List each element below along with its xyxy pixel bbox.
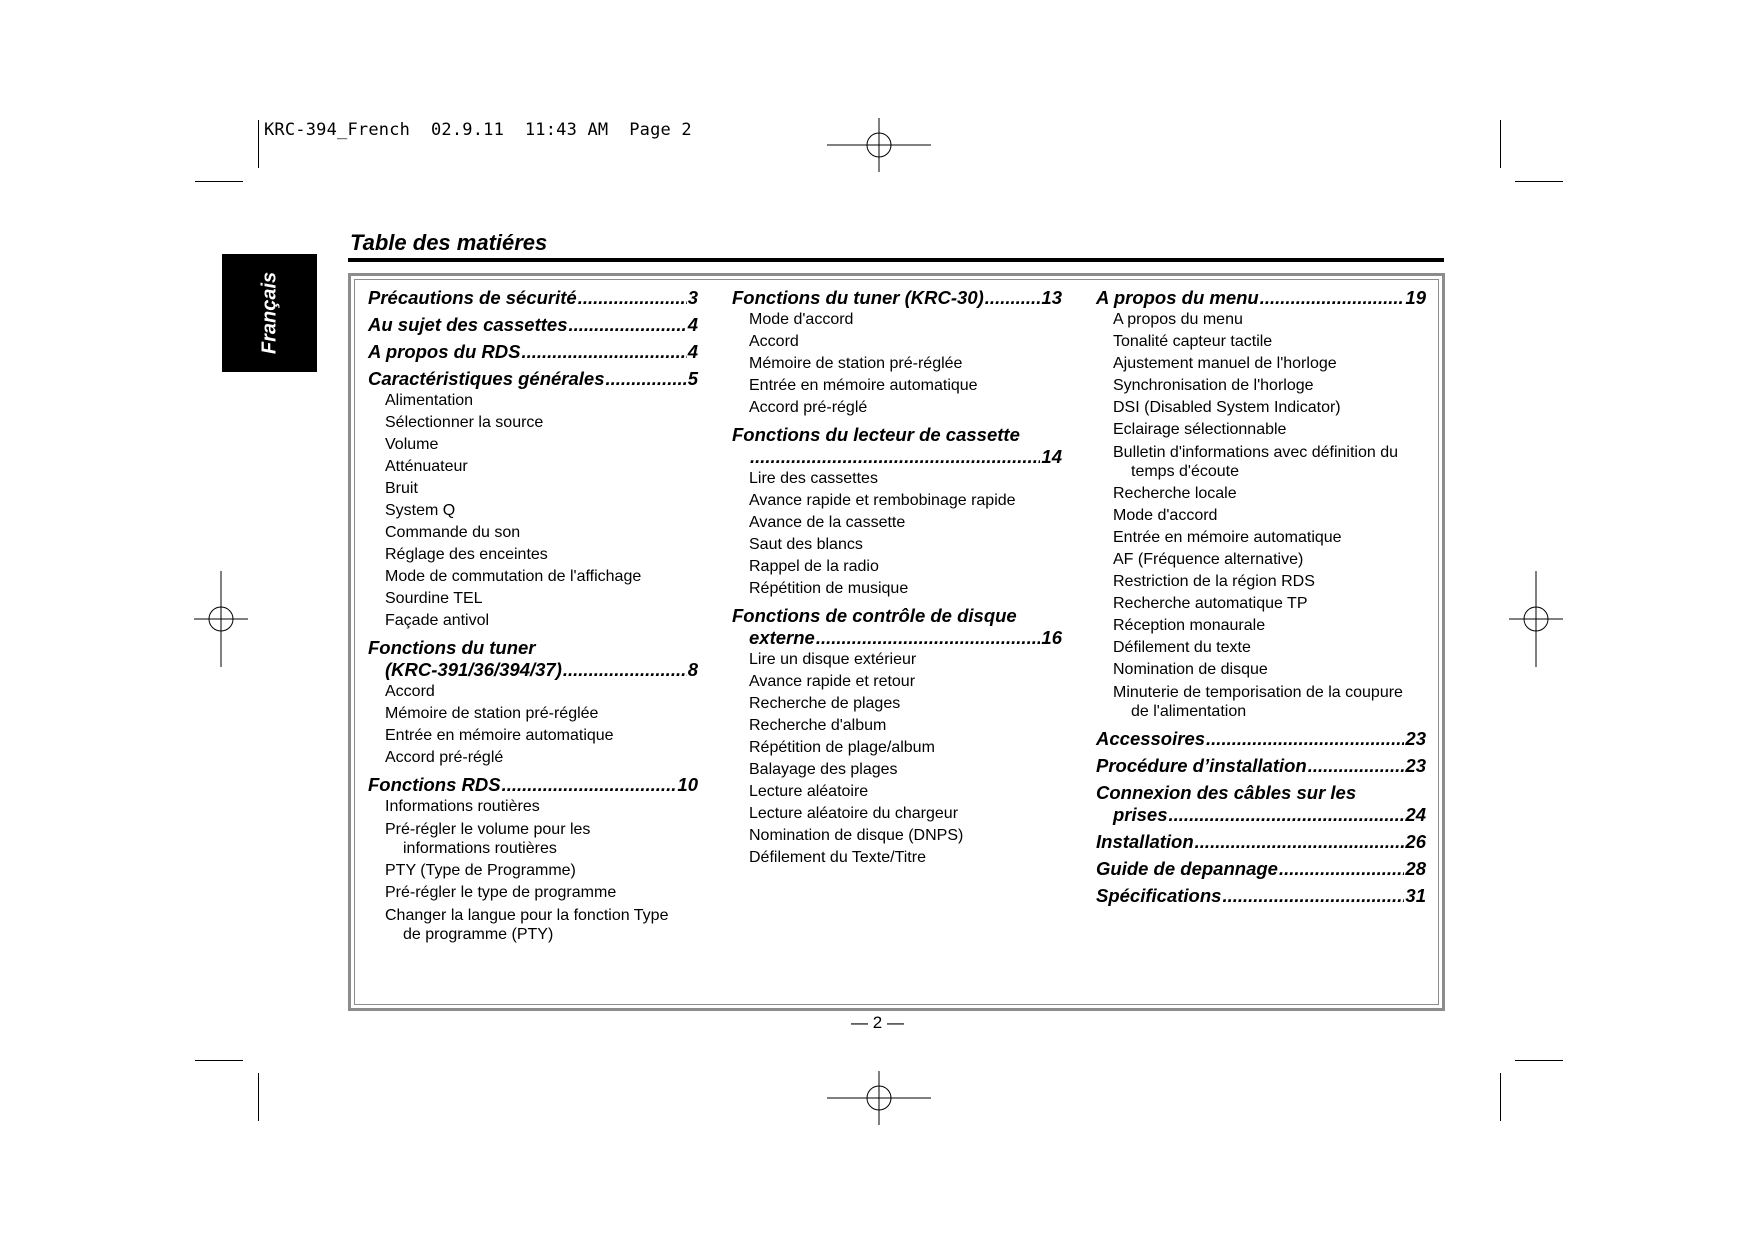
toc-subitem (732, 715, 1062, 737)
toc-subitem (368, 544, 698, 566)
toc-page-number: 26 (1405, 831, 1426, 852)
toc-subitem-text: Changer la langue pour la fonction Type (385, 907, 669, 924)
toc-subitem-text: Minuterie de temporisation de la coupure (1113, 684, 1403, 701)
crop-mark (258, 1073, 259, 1121)
toc-subitem-text: Alimentation (385, 392, 474, 409)
toc-section-title-row (732, 287, 1062, 309)
toc-page-number: 19 (1405, 287, 1426, 308)
toc-section-title-row (368, 314, 698, 336)
toc-page-number: 4 (687, 314, 698, 335)
toc-subitem-text: Mémoire de station pré-réglée (749, 355, 963, 372)
toc-subitem-text: Sourdine TEL (385, 590, 483, 607)
toc-section-title-cont: (KRC-391/36/394/37) (385, 659, 562, 680)
toc-subitem (732, 781, 1062, 803)
toc-subitem (1096, 353, 1426, 375)
language-tab (222, 254, 317, 372)
toc-subitem (732, 534, 1062, 556)
toc-subitem (732, 693, 1062, 715)
registration-mark (827, 118, 931, 172)
toc-subitem (732, 649, 1062, 671)
toc-leader-dots (1308, 755, 1405, 777)
toc-leader-dots (1206, 728, 1404, 750)
toc-subitem-text: Accord pré-réglé (385, 749, 504, 766)
crop-mark (195, 1060, 243, 1061)
crop-mark (258, 120, 259, 168)
toc-section-title-row (368, 637, 698, 659)
toc-subitem (732, 397, 1062, 419)
toc-subitem (732, 556, 1062, 578)
toc-subitem (1096, 331, 1426, 353)
toc-subitem (368, 412, 698, 434)
page-number: — 2 — (851, 1013, 904, 1032)
toc-leader-dots (1222, 885, 1404, 907)
toc-page-number: 5 (687, 368, 698, 389)
toc-subitem (732, 331, 1062, 353)
toc-section (1096, 858, 1426, 880)
toc-subitem-text: Rappel de la radio (749, 558, 879, 575)
toc-page-number: 13 (1041, 287, 1062, 308)
toc-subitem-text: Restriction de la région RDS (1113, 573, 1315, 590)
toc-section-title: Installation (1096, 831, 1194, 852)
toc-subitem-text-cont: temps d'écoute (1131, 463, 1240, 480)
toc-subitem (1096, 549, 1426, 571)
toc-page-number: 23 (1405, 728, 1426, 749)
toc-subitem-text: Lire des cassettes (749, 470, 878, 487)
toc-subitem-text: Réception monaurale (1113, 617, 1266, 634)
toc-page-number: 16 (1041, 627, 1062, 648)
toc-section-title-row (1096, 885, 1426, 907)
toc-leader-dots (750, 446, 1040, 468)
toc-subitem-text: Entrée en mémoire automatique (1113, 529, 1342, 546)
toc-section-title: Connexion des câbles sur les (1096, 782, 1357, 803)
toc-subitem-text-cont: informations routières (403, 840, 557, 857)
toc-subitem-text: Tonalité capteur tactile (1113, 333, 1273, 350)
toc-section-title-row (1096, 804, 1426, 826)
toc-subitem (1096, 505, 1426, 527)
toc-subitem (732, 353, 1062, 375)
page-title: Table des matiéres (350, 230, 548, 255)
toc-page-number: 10 (677, 774, 698, 795)
toc-subitem-text-cont: de programme (PTY) (403, 926, 554, 943)
toc-section-title-row (1096, 858, 1426, 880)
toc-section (1096, 728, 1426, 750)
toc-subitem (1096, 681, 1426, 723)
toc-subitem (732, 759, 1062, 781)
toc-subitem (732, 803, 1062, 825)
toc-section-title-row (1096, 831, 1426, 853)
toc-section (732, 287, 1062, 309)
toc-subitem-text: Avance de la cassette (749, 514, 906, 531)
toc-leader-dots (502, 774, 677, 796)
toc-subitem-text: Réglage des enceintes (385, 546, 548, 563)
toc-subitem (732, 490, 1062, 512)
toc-section-title: Fonctions du lecteur de cassette (732, 424, 1020, 445)
toc-subitem (368, 681, 698, 703)
toc-subitem-text: Accord (749, 333, 799, 350)
language-tab-label: Français (258, 271, 280, 355)
toc-subitem (368, 860, 698, 882)
crop-mark (195, 181, 243, 182)
toc-section-title: Fonctions de contrôle de disque (732, 605, 1017, 626)
toc-subitem-text: PTY (Type de Programme) (385, 862, 576, 879)
toc-section-title-cont: prises (1113, 804, 1168, 825)
toc-leader-dots (1195, 831, 1405, 853)
toc-section-title-row (368, 659, 698, 681)
registration-mark (1509, 571, 1563, 667)
toc-subitem-text: Eclairage sélectionnable (1113, 421, 1287, 438)
toc-section-title: Accessoires (1096, 728, 1206, 749)
toc-subitem-text: Défilement du Texte/Titre (749, 849, 926, 866)
toc-subitem-text: Pré-régler le volume pour les (385, 821, 591, 838)
toc-subitem-text: Mode d'accord (1113, 507, 1218, 524)
toc-column-1 (368, 287, 698, 946)
toc-subitem-text: Recherche d'album (749, 717, 887, 734)
toc-section (1096, 287, 1426, 309)
toc-section-title: Précautions de sécurité (368, 287, 577, 308)
toc-leader-dots (1260, 287, 1405, 309)
toc-subitem-text: Bruit (385, 480, 418, 497)
toc-subitem-text: Sélectionner la source (385, 414, 544, 431)
toc-subitem-text: Saut des blancs (749, 536, 863, 553)
toc-section-title-row (1096, 782, 1426, 804)
toc-subitem-text: Accord pré-réglé (749, 399, 868, 416)
toc-section-title-row (1096, 728, 1426, 750)
toc-section-title: A propos du menu (1096, 287, 1259, 308)
toc-subitem (368, 390, 698, 412)
toc-subitem-text: Ajustement manuel de l'horloge (1113, 355, 1337, 372)
toc-subitem-text: Nomination de disque (1113, 661, 1268, 678)
toc-subitem (1096, 441, 1426, 483)
toc-leader-dots (563, 659, 687, 681)
toc-subitem (1096, 593, 1426, 615)
toc-subitem-text: Recherche automatique TP (1113, 595, 1308, 612)
toc-page-number: 28 (1405, 858, 1426, 879)
toc-subitem-text: Répétition de musique (749, 580, 909, 597)
toc-section (1096, 755, 1426, 777)
toc-page-number: 23 (1405, 755, 1426, 776)
toc-subitem (1096, 375, 1426, 397)
toc-subitem-text: Volume (385, 436, 439, 453)
toc-subitem (732, 512, 1062, 534)
toc-section-title: Fonctions RDS (368, 774, 501, 795)
toc-subitem (368, 703, 698, 725)
toc-section-title-cont: externe (749, 627, 815, 648)
toc-page-number: 3 (687, 287, 698, 308)
toc-subitem (368, 566, 698, 588)
title-rule (348, 258, 1444, 262)
registration-mark (194, 571, 248, 667)
toc-section (368, 368, 698, 390)
toc-subitem (1096, 659, 1426, 681)
toc-subitem-text: AF (Fréquence alternative) (1113, 551, 1304, 568)
toc-subitem-text: Pré-régler le type de programme (385, 884, 617, 901)
toc-section-title-row (368, 341, 698, 363)
toc-subitem (732, 468, 1062, 490)
toc-section (1096, 831, 1426, 853)
crop-mark (1515, 1060, 1563, 1061)
toc-section (368, 637, 698, 681)
toc-subitem (368, 796, 698, 818)
toc-subitem-text: Lire un disque extérieur (749, 651, 917, 668)
toc-subitem (1096, 419, 1426, 441)
toc-subitem-text: Façade antivol (385, 612, 490, 629)
toc-section-title: Au sujet des cassettes (368, 314, 568, 335)
toc-page-number: 4 (687, 341, 698, 362)
toc-subitem-text: Avance rapide et retour (749, 673, 916, 690)
toc-subitem-text: Commande du son (385, 524, 521, 541)
toc-subitem-text: Synchronisation de l'horloge (1113, 377, 1314, 394)
toc-section (368, 774, 698, 796)
toc-subitem (1096, 309, 1426, 331)
toc-section-title: Fonctions du tuner (368, 637, 536, 658)
toc-subitem (1096, 483, 1426, 505)
toc-subitem (1096, 571, 1426, 593)
toc-subitem-text: System Q (385, 502, 456, 519)
toc-subitem-text: Bulletin d'informations avec définition du (1113, 444, 1398, 461)
toc-subitem (368, 522, 698, 544)
toc-subitem-text: Entrée en mémoire automatique (385, 727, 614, 744)
toc-section-title-row (732, 446, 1062, 468)
toc-section-title-row (368, 774, 698, 796)
toc-subitem-text: Nomination de disque (DNPS) (749, 827, 964, 844)
toc-section (368, 287, 698, 309)
toc-leader-dots (1279, 858, 1404, 880)
crop-mark (1500, 1073, 1501, 1121)
toc-subitem (368, 478, 698, 500)
toc-section-title-row (1096, 287, 1426, 309)
toc-subitem (732, 825, 1062, 847)
toc-subitem-text: Défilement du texte (1113, 639, 1251, 656)
toc-subitem (368, 456, 698, 478)
toc-subitem-text: Lecture aléatoire (749, 783, 869, 800)
toc-section (1096, 885, 1426, 907)
toc-section-title: A propos du RDS (368, 341, 521, 362)
toc-column-2 (732, 287, 1062, 869)
toc-subitem (732, 671, 1062, 693)
toc-subitem-text-cont: de l'alimentation (1131, 703, 1247, 720)
toc-subitem-text: Recherche de plages (749, 695, 901, 712)
registration-mark (827, 1071, 931, 1125)
toc-subitem-text: Balayage des plages (749, 761, 898, 778)
toc-leader-dots (568, 314, 686, 336)
toc-subitem (368, 818, 698, 860)
toc-leader-dots (985, 287, 1041, 309)
toc-section-title-row (368, 287, 698, 309)
toc-subitem-text: A propos du menu (1113, 311, 1243, 328)
toc-subitem-text: Recherche locale (1113, 485, 1237, 502)
toc-section (368, 314, 698, 336)
toc-subitem (368, 588, 698, 610)
toc-page-number: 14 (1041, 446, 1062, 467)
toc-section-title-row (368, 368, 698, 390)
toc-section-title-row (732, 627, 1062, 649)
toc-subitem-text: Mode de commutation de l'affichage (385, 568, 642, 585)
toc-subitem (732, 375, 1062, 397)
toc-subitem (1096, 637, 1426, 659)
toc-subitem (732, 578, 1062, 600)
toc-subitem (368, 610, 698, 632)
toc-subitem (368, 747, 698, 769)
toc-leader-dots (521, 341, 686, 363)
toc-subitem (368, 904, 698, 946)
toc-page-number: 8 (687, 659, 698, 680)
toc-leader-dots (1169, 804, 1405, 826)
toc-subitem-text: Répétition de plage/album (749, 739, 935, 756)
toc-subitem-text: Mémoire de station pré-réglée (385, 705, 599, 722)
toc-section-title: Fonctions du tuner (KRC-30) (732, 287, 984, 308)
toc-section-title-row (732, 605, 1062, 627)
toc-section (732, 424, 1062, 468)
toc-subitem (368, 725, 698, 747)
toc-section-title: Procédure d’installation (1096, 755, 1307, 776)
toc-subitem (1096, 527, 1426, 549)
toc-subitem-text: Avance rapide et rembobinage rapide (749, 492, 1016, 509)
toc-subitem (368, 500, 698, 522)
toc-subitem (1096, 397, 1426, 419)
toc-subitem-text: Mode d'accord (749, 311, 854, 328)
toc-subitem (732, 309, 1062, 331)
toc-section-title-row (1096, 755, 1426, 777)
toc-subitem-text: Atténuateur (385, 458, 468, 475)
toc-subitem (732, 847, 1062, 869)
toc-section (732, 605, 1062, 649)
toc-section-title: Spécifications (1096, 885, 1222, 906)
toc-section (1096, 782, 1426, 826)
toc-page-number: 31 (1405, 885, 1426, 906)
toc-leader-dots (816, 627, 1041, 649)
crop-mark (1500, 120, 1501, 168)
toc-subitem (1096, 615, 1426, 637)
toc-section-title-row (732, 424, 1062, 446)
toc-leader-dots (578, 287, 687, 309)
toc-subitem-text: Informations routières (385, 798, 540, 815)
toc-subitem (732, 737, 1062, 759)
toc-subitem-text: Accord (385, 683, 435, 700)
toc-subitem (368, 882, 698, 904)
toc-page-number: 24 (1405, 804, 1426, 825)
toc-subitem-text: DSI (Disabled System Indicator) (1113, 399, 1341, 416)
toc-section-title: Caractéristiques générales (368, 368, 605, 389)
toc-leader-dots (606, 368, 687, 390)
print-slug: KRC-394_French 02.9.11 11:43 AM Page 2 (264, 120, 692, 140)
toc-subitem-text: Entrée en mémoire automatique (749, 377, 978, 394)
toc-section-title: Guide de depannage (1096, 858, 1278, 879)
toc-subitem (368, 434, 698, 456)
toc-subitem-text: Lecture aléatoire du chargeur (749, 805, 959, 822)
toc-column-3 (1096, 287, 1426, 907)
crop-mark (1515, 181, 1563, 182)
toc-section (368, 341, 698, 363)
